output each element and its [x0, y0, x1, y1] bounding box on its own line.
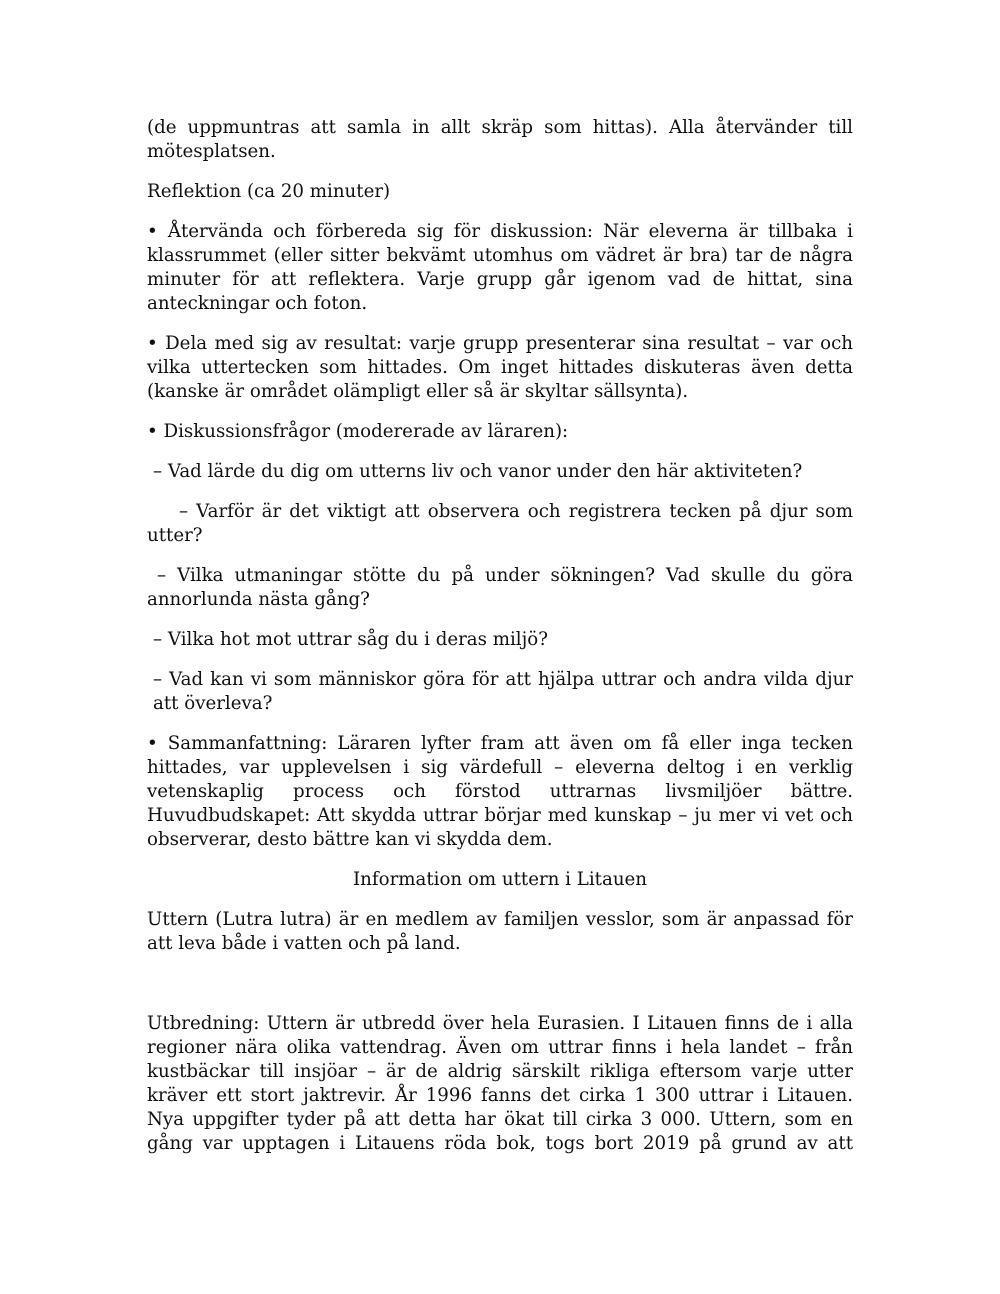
- bullet-return-prepare: • Återvända och förbereda sig för diskussion: När eleverna är tillbaka i klassrummet (eller sitter bekvämt utomhus om vädret är bra) tar de några minuter för att reflektera. Varje grupp går igenom vad de hittat, sina anteckningar och foton.: [147, 221, 853, 314]
- section-heading-reflection: Reflektion (ca 20 minuter): [147, 181, 391, 202]
- paragraph-intro: (de uppmuntras att samla in allt skräp som hittas). Alla återvänder till mötesplatsen.: [147, 117, 853, 162]
- question-threats: – Vilka hot mot uttrar såg du i deras miljö?: [153, 629, 548, 650]
- paragraph-distribution: Utbredning: Uttern är utbredd över hela Eurasien. I Litauen finns de i alla regioner nära olika vattendrag. Även om uttrar finns i hela landet – från kustbäckar till insjöar – är de aldrig särskilt rikliga eftersom varje utter kräver ett stort jaktrevir. År 1996 fanns det cirka 1 300 uttrar i Litauen. Nya uppgifter tyder på att detta har ökat till cirka 3 000. Uttern, som en gång var upptagen i Litauens röda bok, togs bort 2019 på grund av att: [147, 1013, 853, 1154]
- question-challenges: – Vilka utmaningar stötte du på under sökningen? Vad skulle du göra annorlunda nästa gång?: [147, 565, 853, 610]
- question-learned: – Vad lärde du dig om utterns liv och vanor under den här aktiviteten?: [153, 461, 803, 482]
- bullet-discussion-questions: • Diskussionsfrågor (modererade av läraren):: [147, 421, 569, 442]
- question-how-help: – Vad kan vi som människor göra för att hjälpa uttrar och andra vilda djur att överleva?: [153, 669, 853, 714]
- document-page: [147, 116, 853, 1172]
- section-heading-otter-lithuania: Information om uttern i Litauen: [352, 869, 648, 890]
- paragraph-otter-intro: Uttern (Lutra lutra) är en medlem av familjen vesslor, som är anpassad för att leva både i vatten och på land.: [147, 909, 853, 954]
- question-why-important: – Varför är det viktigt att observera och registrera tecken på djur som utter?: [147, 501, 853, 546]
- bullet-share-results: • Dela med sig av resultat: varje grupp presenterar sina resultat – var och vilka uttertecken som hittades. Om inget hittades diskuteras även detta (kanske är området olämpligt eller så är skyltar sällsynta).: [147, 333, 853, 402]
- bullet-summary: • Sammanfattning: Läraren lyfter fram att även om få eller inga tecken hittades, var upplevelsen i sig värdefull – eleverna deltog i en verklig vetenskaplig process och förstod uttrarnas livsmiljöer bättre. Huvudbudskapet: Att skydda uttrar börjar med kunskap – ju mer vi vet och observerar, desto bättre kan vi skydda dem.: [147, 733, 853, 850]
